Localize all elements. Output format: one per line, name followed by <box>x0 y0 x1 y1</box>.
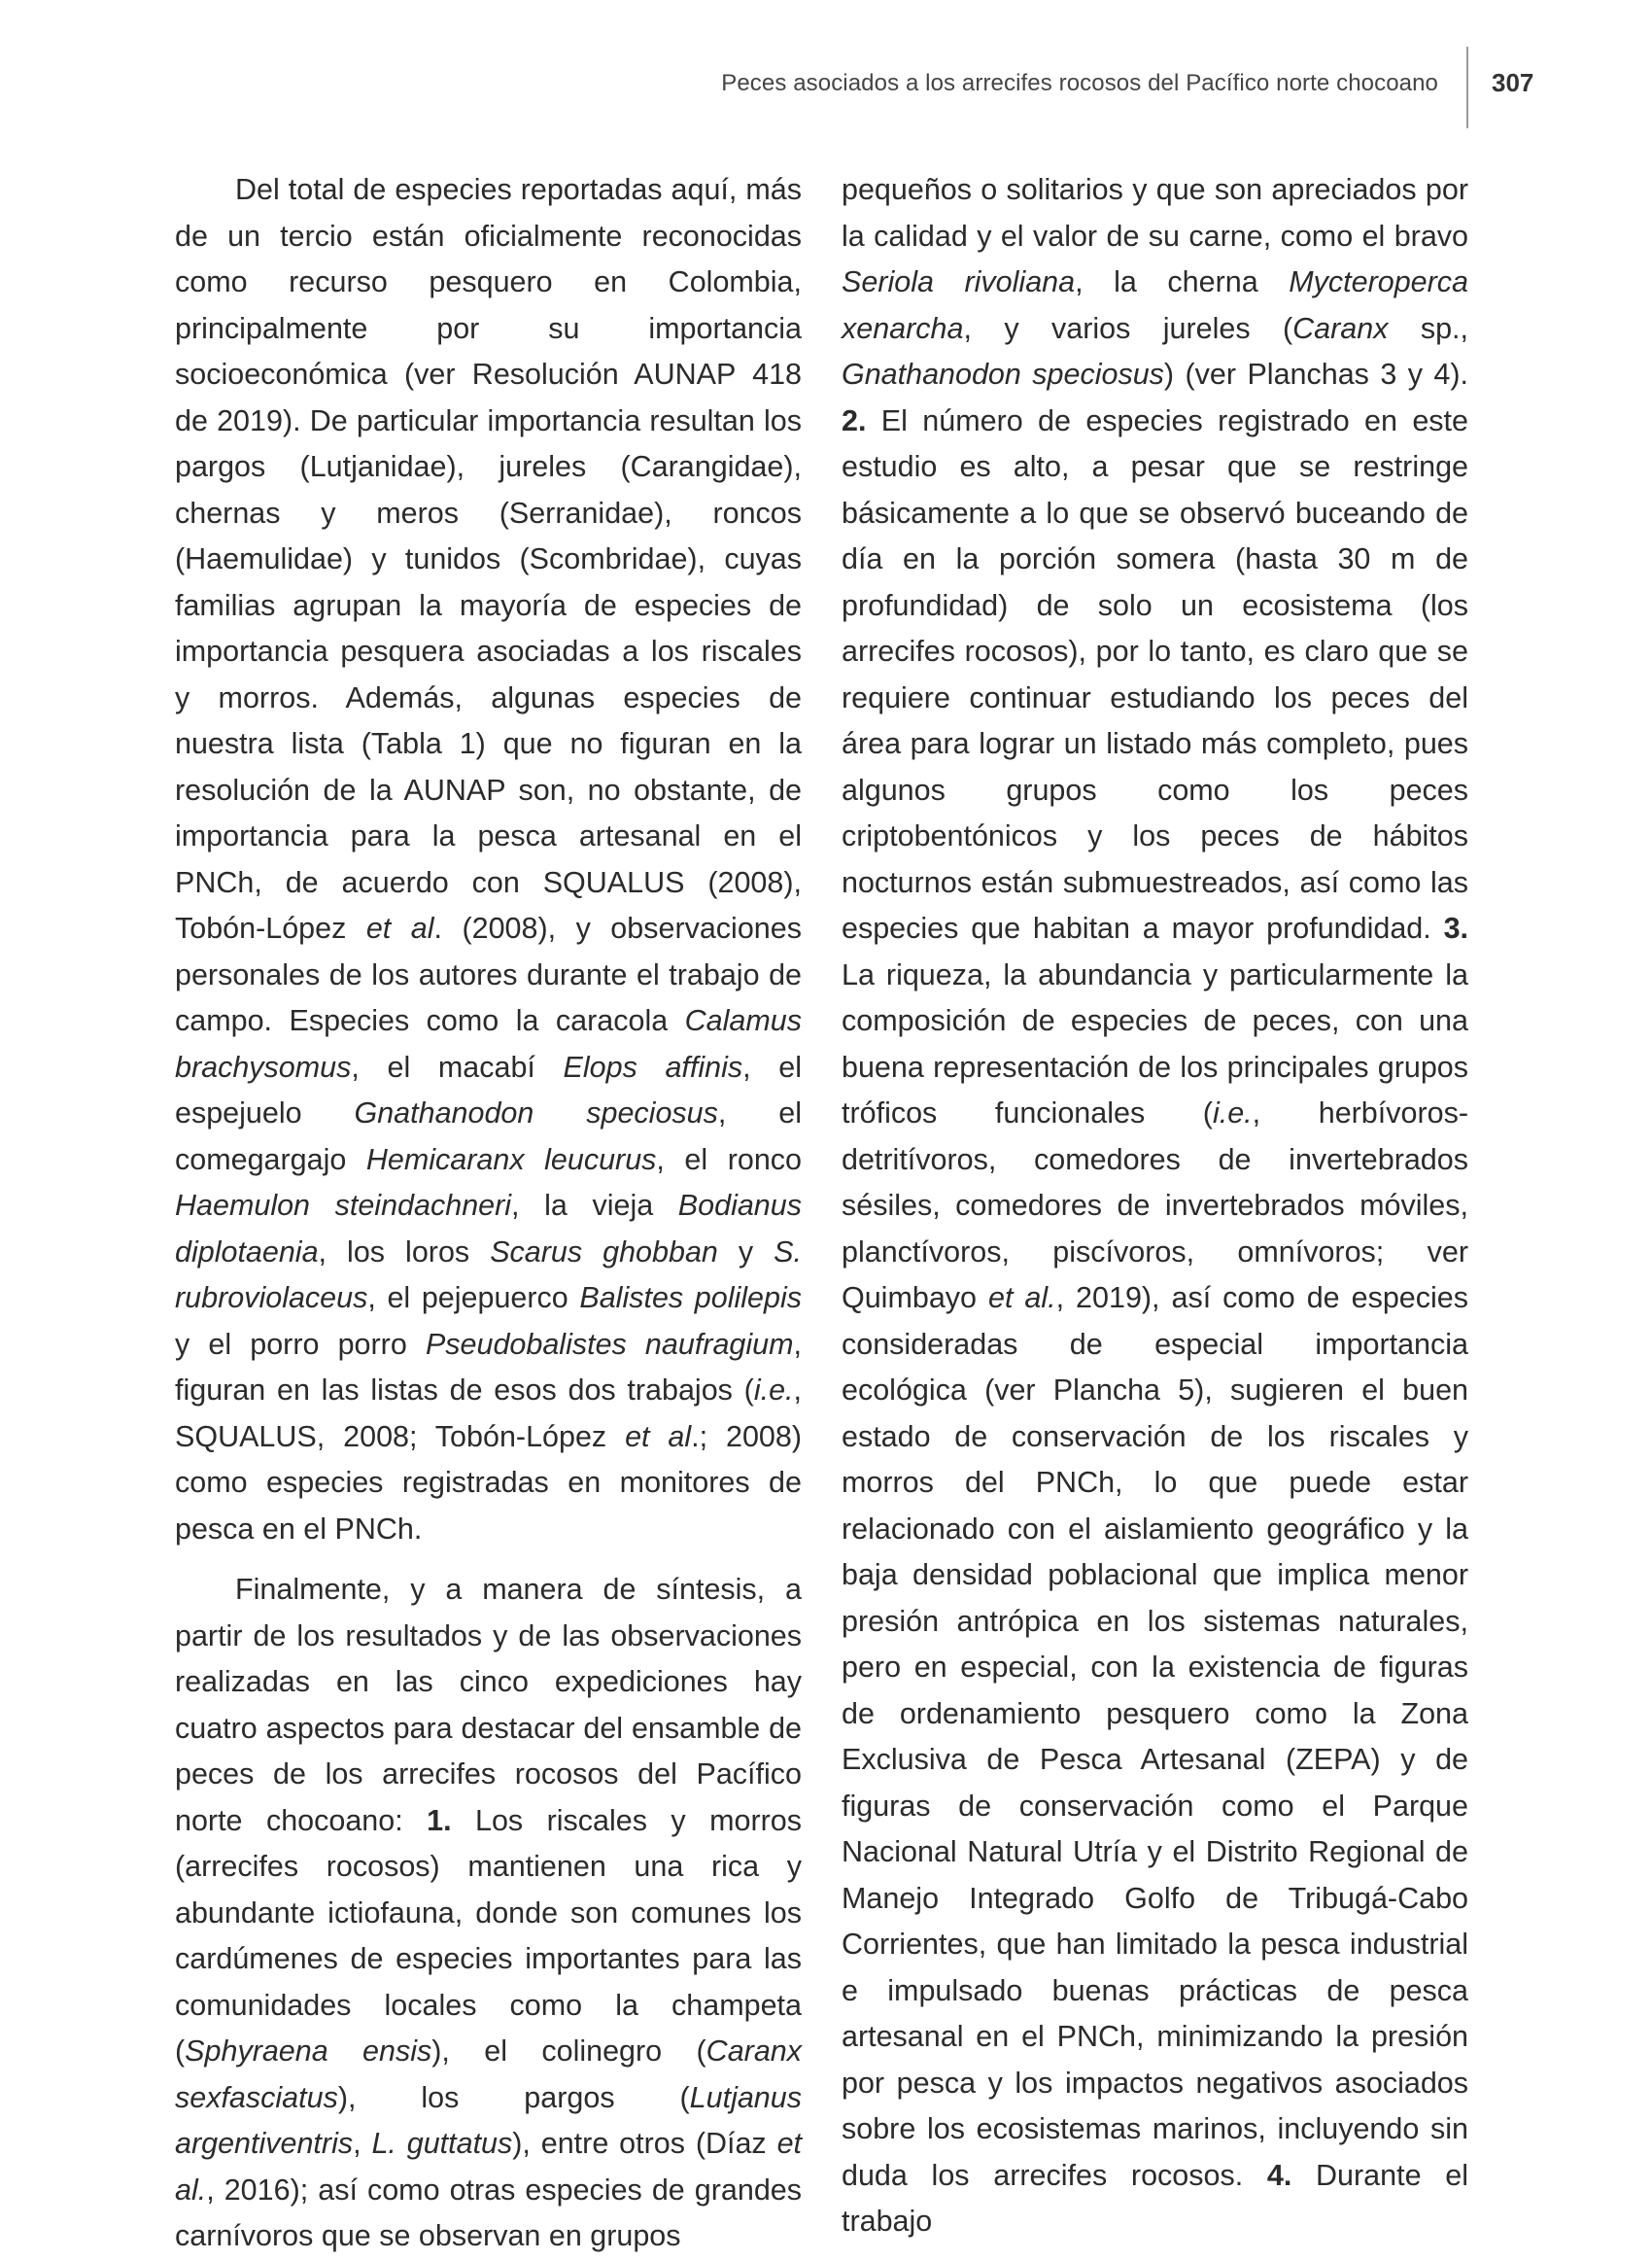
running-header-title: Peces asociados a los arrecifes rocosos del Pacífico norte chocoano <box>721 70 1438 96</box>
italic-text: i.e. <box>753 1373 794 1407</box>
italic-text: Gnathanodon speciosus <box>842 358 1164 391</box>
text-run: ), los pargos ( <box>337 2080 690 2114</box>
italic-text: Seriola rivoliana <box>842 265 1076 298</box>
paragraph <box>175 167 802 1552</box>
italic-text: Mycteroperca xenarcha <box>842 265 1468 345</box>
italic-text: Pseudobalistes naufragium <box>425 1327 794 1361</box>
text-run: .; 2008) como especies registradas en monitores de pesca en el PNCh. <box>175 1419 802 1546</box>
text-run: Los riscales y morros (arrecifes rocosos) mantienen una rica y abundante ictiofauna, donde son comunes los cardúmenes de especies importantes para las comunidades locales como la champeta ( <box>175 1803 803 2068</box>
bold-text: 3. <box>1443 912 1468 945</box>
paragraph <box>175 1567 802 2260</box>
text-run: , y varios jureles ( <box>963 311 1293 345</box>
text-run: , 2019), así como de especies consideradas de especial importancia ecológica (ver Plancha 5), sugieren el buen estado de conservación de los riscales y morros del PNCh, lo que puede estar relacionado con el aislamiento geográfico y la baja densidad poblacional que implica menor presión antrópica en los sistemas naturales, pero en especial, con la existencia de figuras de ordenamiento pesquero como la Zona Exclusiva de Pesca Artesanal (ZEPA) y de figuras de conservación como el Parque Nacional Natural Utría y el Distrito Regional de Manejo Integrado Golfo de Tribugá-Cabo Corrientes, que han limitado la pesca industrial e impulsado buenas prácticas de pesca artesanal en el PNCh, minimizando la presión por pesca y los impactos negativos asociados sobre los ecosistemas marinos, incluyendo sin duda los arrecifes rocosos. <box>842 1281 1468 2192</box>
text-run: ), entre otros (Díaz <box>512 2127 777 2160</box>
italic-text: Haemulon steindachneri <box>175 1189 512 1222</box>
text-run: , el ronco <box>656 1142 802 1176</box>
right-column <box>842 167 1468 2245</box>
text-run: Finalmente, y a manera de síntesis, a partir de los resultados y de las observaciones realizadas en las cinco expediciones hay cuatro aspectos para destacar del ensamble de peces de los arrecifes rocosos del Pacífico norte chocoano: <box>175 1573 802 1837</box>
text-run: , el pejepuerco <box>367 1281 580 1314</box>
italic-text: Caranx sexfasciatus <box>175 2034 802 2114</box>
bold-text: 4. <box>1266 2158 1292 2192</box>
text-run: pequeños o solitarios y que son apreciados por la calidad y el valor de su carne, como el bravo <box>842 173 1468 253</box>
italic-text: Sphyraena ensis <box>185 2034 432 2068</box>
italic-text: Bodianus diplotaenia <box>175 1189 802 1269</box>
italic-text: et al <box>625 1419 692 1453</box>
text-run: , SQUALUS, 2008; Tobón-López <box>175 1373 802 1453</box>
text-run: , la vieja <box>511 1189 678 1222</box>
bold-text: 2. <box>842 403 867 437</box>
text-run: ), el colinegro ( <box>431 2034 706 2068</box>
italic-text: Calamus brachysomus <box>175 1004 802 1084</box>
text-run: , el comegargajo <box>175 1096 802 1176</box>
text-run: La riqueza, la abundancia y particularmente la composición de especies de peces, con una buena representación de los principales grupos tróficos funcionales ( <box>842 957 1468 1130</box>
italic-text: Scarus ghobban <box>490 1234 718 1269</box>
italic-text: Lutjanus argentiventris <box>175 2080 802 2160</box>
text-run: , el espejuelo <box>175 1050 802 1130</box>
text-run: sp., <box>1388 311 1468 345</box>
header-divider <box>1466 47 1468 128</box>
text-run: y <box>717 1234 774 1269</box>
text-run: ) (ver Planchas 3 y 4). <box>1163 358 1469 391</box>
italic-text: i.e. <box>1212 1096 1253 1130</box>
bold-text: 1. <box>427 1803 452 1837</box>
text-run: , el macabí <box>351 1050 564 1084</box>
italic-text: et al. <box>987 1281 1056 1314</box>
text-run: , <box>353 2127 372 2160</box>
italic-text: Gnathanodon speciosus <box>354 1096 718 1130</box>
text-run: Durante el trabajo <box>842 2158 1468 2238</box>
text-run: El número de especies registrado en este estudio es alto, a pesar que se restringe básicamente a lo que se observó buceando de día en la porción somera (hasta 30 m de profundidad) de solo un ecosistema (los arrecifes rocosos), por lo tanto, es claro que se requiere continuar estudiando los peces del área para lograr un listado más completo, pues algunos grupos como los peces criptobentónicos y los peces de hábitos nocturnos están submuestreados, así como las especies que habitan a mayor profundidad. <box>842 403 1468 945</box>
page-number: 307 <box>1492 68 1534 97</box>
paragraph <box>842 167 1468 2245</box>
left-column <box>175 167 802 2260</box>
text-run: , 2016); así como otras especies de grandes carnívoros que se observan en grupos <box>175 2173 802 2252</box>
italic-text: Elops affinis <box>563 1050 743 1084</box>
italic-text: L. guttatus <box>371 2127 513 2160</box>
italic-text: et al <box>365 912 434 945</box>
text-run: , los loros <box>318 1234 491 1269</box>
italic-text: Hemicaranx leucurus <box>365 1142 657 1176</box>
text-run: , la cherna <box>1075 265 1290 298</box>
text-run: , herbívoros-detritívoros, comedores de invertebrados sésiles, comedores de invertebrados móviles, planctívoros, piscívoros, omnívoros; ver Quimbayo <box>842 1096 1468 1314</box>
italic-text: S. rubroviolaceus <box>175 1234 802 1314</box>
text-run: , figuran en las listas de esos dos trabajos ( <box>175 1327 803 1407</box>
italic-text: Caranx <box>1292 311 1389 345</box>
italic-text: et al. <box>175 2127 802 2207</box>
italic-text: Balistes polilepis <box>579 1281 802 1314</box>
text-run: . (2008), y observaciones personales de los autores durante el trabajo de campo. Especies como la caracola <box>175 912 802 1037</box>
text-run: Del total de especies reportadas aquí, más de un tercio están oficialmente reconocidas como recurso pesquero en Colombia, principalmente por su importancia socioeconómica (ver Resolución AUNAP 418 de 2019). De particular importancia resultan los pargos (Lutjanidae), jureles (Carangidae), chernas y meros (Serranidae), roncos (Haemulidae) y tunidos (Scombridae), cuyas familias agrupan la mayoría de especies de importancia pesquera asociadas a los riscales y morros. Además, algunas especies de nuestra lista (Tabla 1) que no figuran en la resolución de la AUNAP son, no obstante, de importancia para la pesca artesanal en el PNCh, de acuerdo con SQUALUS (2008), Tobón-López <box>175 173 802 945</box>
text-run: y el porro porro <box>175 1327 426 1361</box>
